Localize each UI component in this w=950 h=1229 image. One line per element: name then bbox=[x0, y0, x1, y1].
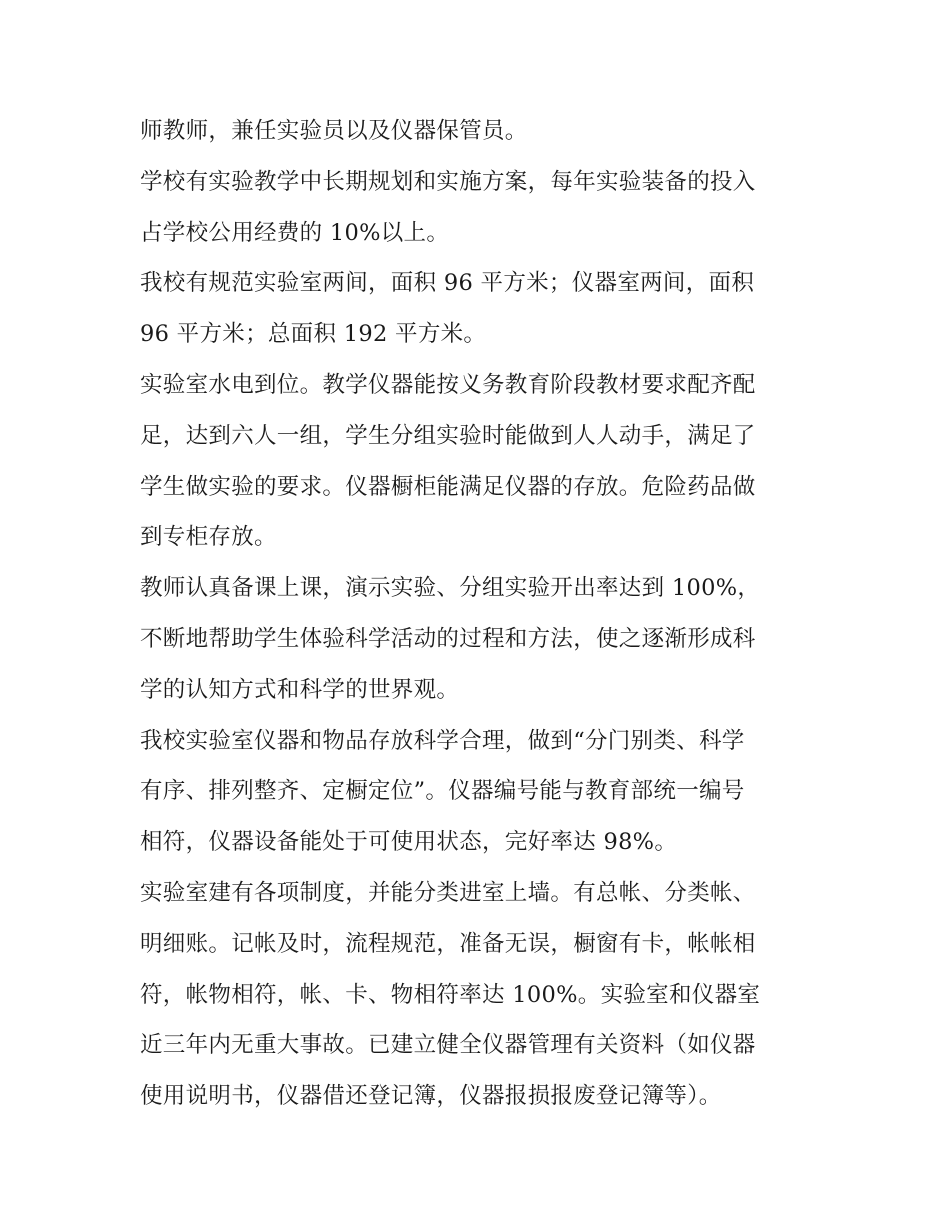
text-line: 占学校公用经费的 10%以上。 bbox=[140, 219, 450, 246]
text-line: 实验室水电到位。教学仪器能按义务教育阶段教材要求配齐配 bbox=[140, 371, 756, 398]
text-line: 不断地帮助学生体验科学活动的过程和方法，使之逐渐形成科 bbox=[140, 625, 756, 652]
text-line: 实验室建有各项制度，并能分类进室上墙。有总帐、分类帐、 bbox=[140, 879, 756, 906]
text-line: 我校实验室仪器和物品存放科学合理，做到“分门别类、科学 bbox=[140, 727, 745, 754]
text-line: 学的认知方式和科学的世界观。 bbox=[140, 676, 460, 703]
text-line: 足，达到六人一组，学生分组实验时能做到人人动手，满足了 bbox=[140, 422, 756, 449]
text-line: 符，帐物相符，帐、卡、物相符率达 100%。实验室和仪器室 bbox=[140, 981, 761, 1008]
text-line: 到专柜存放。 bbox=[140, 524, 277, 551]
text-line: 我校有规范实验室两间，面积 96 平方米；仪器室两间，面积 bbox=[140, 270, 755, 297]
text-line: 近三年内无重大事故。已建立健全仪器管理有关资料（如仪器 bbox=[140, 1032, 756, 1059]
text-line: 相符，仪器设备能处于可使用状态，完好率达 98%。 bbox=[140, 829, 678, 856]
text-line: 教师认真备课上课，演示实验、分组实验开出率达到 100%， bbox=[140, 575, 761, 602]
text-line: 学生做实验的要求。仪器橱柜能满足仪器的存放。危险药品做 bbox=[140, 473, 756, 500]
text-line: 有序、排列整齐、定橱定位”。仪器编号能与教育部统一编号 bbox=[140, 778, 745, 805]
text-line: 明细账。记帐及时，流程规范，准备无误，橱窗有卡，帐帐相 bbox=[140, 930, 756, 957]
document-body bbox=[140, 106, 820, 1122]
text-line: 师教师，兼任实验员以及仪器保管员。 bbox=[140, 118, 528, 144]
text-line: 使用说明书，仪器借还登记簿，仪器报损报废登记簿等）。 bbox=[140, 1083, 722, 1110]
text-line: 96 平方米；总面积 192 平方米。 bbox=[140, 321, 487, 348]
text-line: 学校有实验教学中长期规划和实施方案，每年实验装备的投入 bbox=[140, 168, 756, 195]
